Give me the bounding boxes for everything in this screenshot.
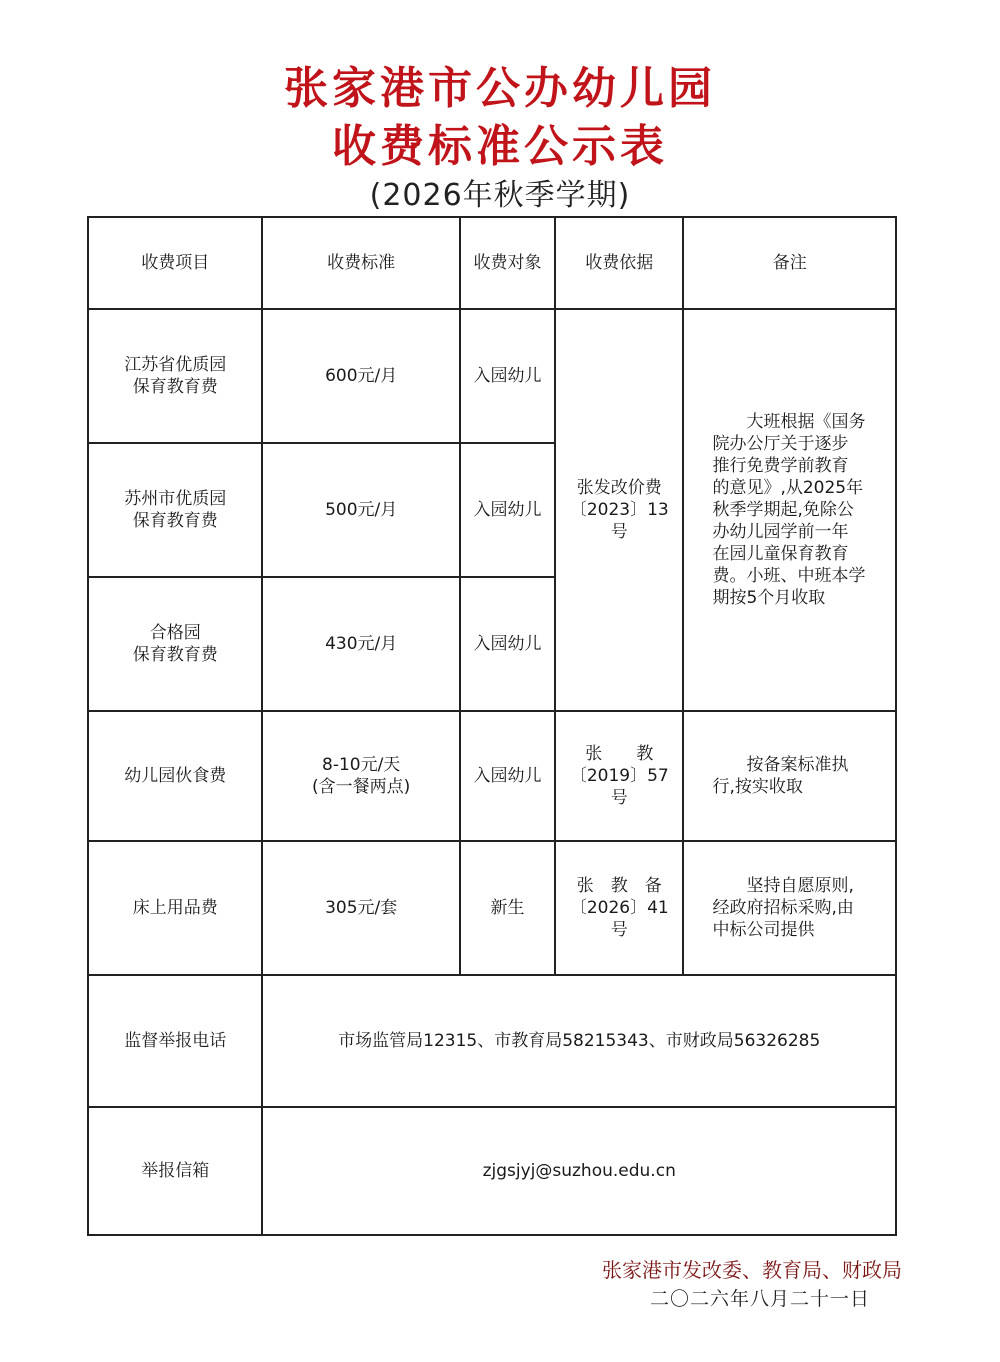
phone-value: 市场监管局12315、市教育局58215343、市财政局56326285 [262,975,896,1107]
email-label: 举报信箱 [88,1107,262,1235]
email-value: zjgsjyj@suzhou.edu.cn [262,1107,896,1235]
fee-table [87,216,897,1236]
meal-standard: 8-10元/天 (含一餐两点) [262,711,459,841]
fee-item: 合格园 保育教育费 [88,577,262,711]
footer-date: 二〇二六年八月二十一日 [649,1288,870,1310]
header-item: 收费项目 [88,217,262,309]
phone-label: 监督举报电话 [88,975,262,1107]
table-row-bedding [88,841,896,975]
bedding-note: 坚持自愿原则, 经政府招标采购,由 中标公司提供 [683,841,896,975]
fee-standard: 430元/月 [262,577,459,711]
title-line-2: 收费标准公示表 [332,121,668,172]
header-basis: 收费依据 [555,217,683,309]
header-standard: 收费标准 [262,217,459,309]
bedding-standard: 305元/套 [262,841,459,975]
header-target: 收费对象 [460,217,555,309]
table-header-row [88,217,896,309]
bedding-item: 床上用品费 [88,841,262,975]
fee-target: 入园幼儿 [460,443,555,577]
fee-target: 入园幼儿 [460,309,555,443]
fee-standard: 500元/月 [262,443,459,577]
table-row-email [88,1107,896,1235]
fee-note-shared: 大班根据《国务 院办公厅关于逐步 推行免费学前教育 的意见》,从2025年 秋季学期起,免除公 办幼儿园学前一年 在园儿童保育教育 费。小班、中班本学 期按5个月收取 [683,309,896,711]
meal-note: 按备案标准执 行,按实收取 [683,711,896,841]
bedding-target: 新生 [460,841,555,975]
table-row-meal [88,711,896,841]
table-row-phone [88,975,896,1107]
bedding-basis: 张 教 备 〔2026〕41号 [555,841,683,975]
meal-target: 入园幼儿 [460,711,555,841]
fee-target: 入园幼儿 [460,577,555,711]
fee-item: 苏州市优质园 保育教育费 [88,443,262,577]
table-row [88,309,896,443]
footer-organization: 张家港市发改委、教育局、财政局 [602,1258,902,1282]
title-line-1: 张家港市公办幼儿园 [284,63,716,114]
header-note: 备注 [683,217,896,309]
fee-item: 江苏省优质园 保育教育费 [88,309,262,443]
meal-basis: 张 教 〔2019〕57号 [555,711,683,841]
fee-standard: 600元/月 [262,309,459,443]
meal-item: 幼儿园伙食费 [88,711,262,841]
subtitle: (2026年秋季学期) [369,178,631,213]
fee-basis-shared: 张发改价费 〔2023〕13号 [555,309,683,711]
